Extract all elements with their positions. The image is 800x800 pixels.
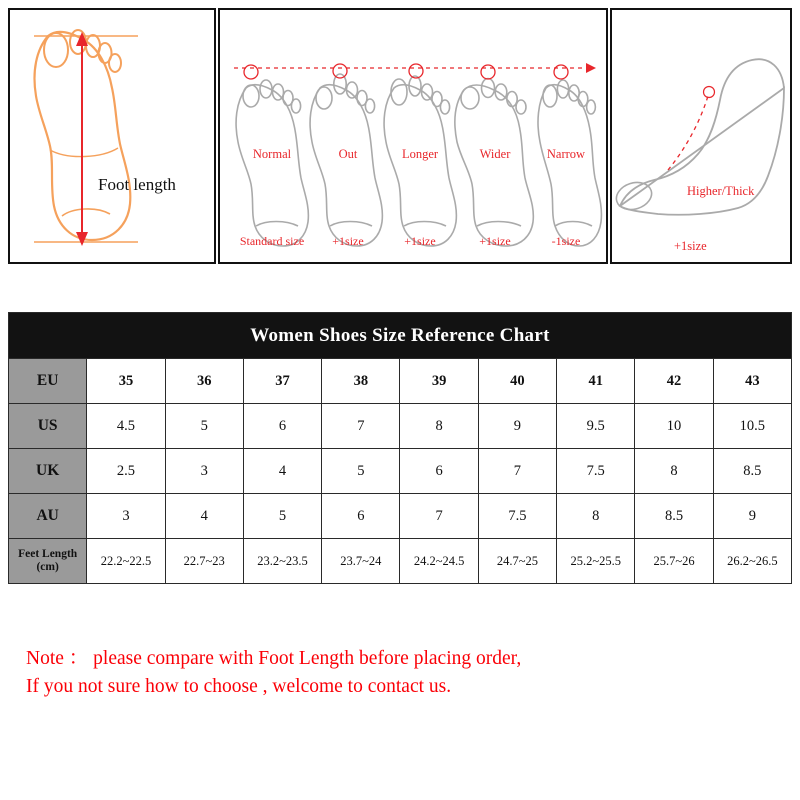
toe-shapes-graphic: [220, 10, 606, 262]
cell-eu-5: 40: [478, 359, 556, 404]
table-row: [9, 539, 792, 584]
cell-feet-5: 24.7~25: [478, 539, 556, 584]
chart-title: Women Shoes Size Reference Chart: [9, 313, 792, 359]
cell-au-7: 8.5: [635, 494, 713, 539]
cell-eu-7: 42: [635, 359, 713, 404]
table-row: [9, 449, 792, 494]
toe-size-label-narrow: -1size: [551, 234, 581, 248]
toe-size-label-normal: Standard size: [239, 234, 305, 248]
cell-us-3: 7: [322, 404, 400, 449]
toe-size-label-out: +1size: [332, 234, 364, 248]
instep-size-label: +1size: [674, 239, 707, 253]
row-label-us: US: [9, 404, 87, 449]
row-label-feet-length-line1: Feet Length: [18, 548, 78, 561]
foot-outline-left-graphic: [10, 10, 214, 262]
cell-uk-6: 7.5: [557, 449, 635, 494]
cell-au-3: 6: [322, 494, 400, 539]
cell-eu-3: 38: [322, 359, 400, 404]
cell-uk-0: 2.5: [87, 449, 165, 494]
toe-type-label-wider: Wider: [479, 147, 511, 161]
cell-us-6: 9.5: [557, 404, 635, 449]
note-line-1: Note ： please compare with Foot Length before placing order,: [26, 648, 522, 669]
cell-feet-7: 25.7~26: [635, 539, 713, 584]
instep-height-panel: [610, 8, 792, 264]
cell-feet-6: 25.2~25.5: [557, 539, 635, 584]
cell-eu-8: 43: [713, 359, 791, 404]
toe-shapes-panel: [218, 8, 608, 264]
toe-type-label-normal: Normal: [252, 147, 292, 161]
toe-type-label-longer: Longer: [401, 147, 439, 161]
cell-us-0: 4.5: [87, 404, 165, 449]
cell-uk-7: 8: [635, 449, 713, 494]
cell-uk-1: 3: [165, 449, 243, 494]
cell-au-8: 9: [713, 494, 791, 539]
cell-au-4: 7: [400, 494, 478, 539]
diagram-area: [0, 0, 800, 272]
cell-eu-4: 39: [400, 359, 478, 404]
cell-feet-0: 22.2~22.5: [87, 539, 165, 584]
row-label-au: AU: [9, 494, 87, 539]
cell-au-5: 7.5: [478, 494, 556, 539]
cell-us-8: 10.5: [713, 404, 791, 449]
cell-feet-3: 23.7~24: [322, 539, 400, 584]
foot-length-panel: [8, 8, 216, 264]
cell-feet-4: 24.2~24.5: [400, 539, 478, 584]
row-label-feet-length: [9, 539, 87, 584]
toe-type-label-out: Out: [338, 147, 358, 161]
cell-au-6: 8: [557, 494, 635, 539]
row-label-eu: EU: [9, 359, 87, 404]
foot-length-label: Foot length: [98, 175, 176, 194]
cell-eu-0: 35: [87, 359, 165, 404]
size-reference-table: [8, 312, 792, 584]
table-title-row: [9, 313, 792, 359]
cell-us-2: 6: [243, 404, 321, 449]
cell-feet-2: 23.2~23.5: [243, 539, 321, 584]
toe-size-label-longer: +1size: [404, 234, 436, 248]
cell-us-5: 9: [478, 404, 556, 449]
cell-us-1: 5: [165, 404, 243, 449]
cell-us-4: 8: [400, 404, 478, 449]
cell-au-0: 3: [87, 494, 165, 539]
table-row: [9, 404, 792, 449]
cell-uk-3: 5: [322, 449, 400, 494]
cell-uk-5: 7: [478, 449, 556, 494]
size-chart-table-wrap: [8, 312, 792, 584]
cell-uk-2: 4: [243, 449, 321, 494]
note-block: [26, 645, 786, 702]
cell-eu-1: 36: [165, 359, 243, 404]
cell-us-7: 10: [635, 404, 713, 449]
note-line-2: If you not sure how to choose , welcome to contact us.: [26, 676, 452, 698]
table-row: [9, 359, 792, 404]
row-label-uk: UK: [9, 449, 87, 494]
toe-size-label-wider: +1size: [479, 234, 511, 248]
cell-eu-2: 37: [243, 359, 321, 404]
cell-feet-8: 26.2~26.5: [713, 539, 791, 584]
cell-uk-8: 8.5: [713, 449, 791, 494]
cell-au-1: 4: [165, 494, 243, 539]
cell-eu-6: 41: [557, 359, 635, 404]
toe-type-label-narrow: Narrow: [546, 147, 586, 161]
footer-whitespace: [0, 740, 800, 800]
cell-uk-4: 6: [400, 449, 478, 494]
row-label-feet-length-line2: (cm): [36, 561, 59, 573]
cell-feet-1: 22.7~23: [165, 539, 243, 584]
side-foot-graphic: [612, 10, 790, 262]
table-row: [9, 494, 792, 539]
instep-label-higher-thick: Higher/Thick: [687, 184, 755, 198]
cell-au-2: 5: [243, 494, 321, 539]
